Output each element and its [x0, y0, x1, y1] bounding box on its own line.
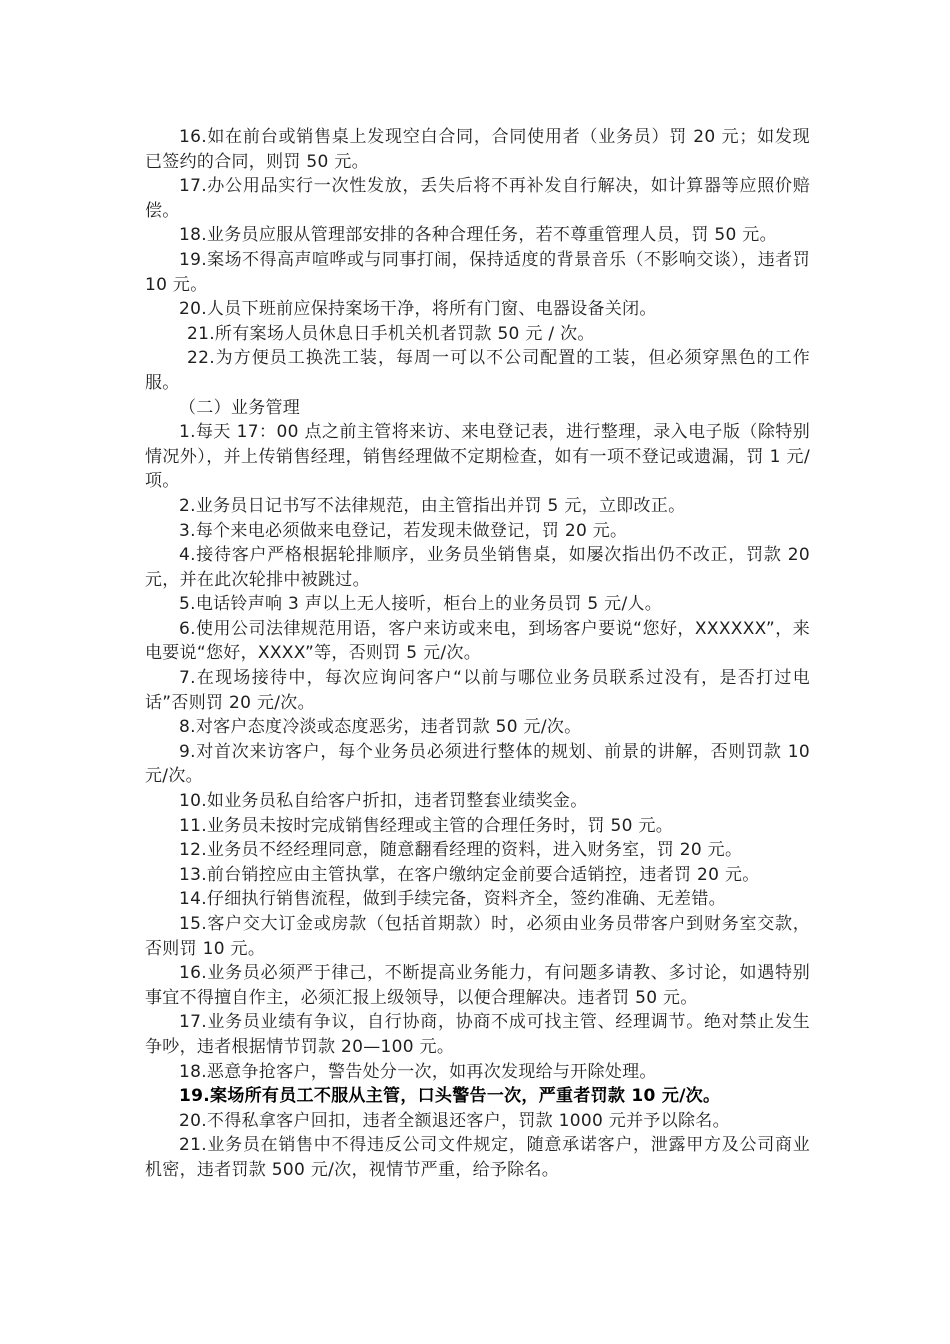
rule-paragraph: 5.电话铃声响 3 声以上无人接听，柜台上的业务员罚 5 元/人。 — [179, 594, 663, 615]
rule-paragraph: 18.业务员应服从管理部安排的各种合理任务，若不尊重管理人员，罚 50 元。 — [179, 225, 777, 246]
rule-paragraph: 21.所有案场人员休息日手机关机者罚款 50 元 / 次。 — [187, 323, 595, 344]
rule-paragraph: 16.如在前台或销售桌上发现空白合同，合同使用者（业务员）罚 20 元；如发现已签约的合同，则罚 50 元。 — [145, 127, 810, 172]
rule-paragraph: 20.人员下班前应保持案场干净，将所有门窗、电器设备关闭。 — [179, 299, 657, 320]
rule-paragraph: 3.每个来电必须做来电登记，若发现未做登记，罚 20 元。 — [179, 520, 628, 541]
rule-paragraph: 20.不得私拿客户回扣，违者全额退还客户，罚款 1000 元并予以除名。 — [179, 1110, 730, 1131]
rule-paragraph: 13.前台销控应由主管执掌，在客户缴纳定金前要合适销控，违者罚 20 元。 — [179, 864, 760, 885]
rule-paragraph: 1.每天 17：00 点之前主管将来访、来电登记表，进行整理，录入电子版（除特别情况外），并上传销售经理，销售经理做不定期检查，如有一项不登记或遗漏，罚 1 元/项。 — [145, 422, 810, 492]
rule-paragraph: 16.业务员必须严于律己，不断提高业务能力，有问题多请教、多讨论，如遇特别事宜不得擅自作主，必须汇报上级领导，以便合理解决。违者罚 50 元。 — [145, 963, 810, 1008]
rule-paragraph: 19.案场不得高声喧哗或与同事打闹，保持适度的背景音乐（不影响交谈），违者罚 10 元。 — [145, 249, 810, 295]
rule-paragraph: 21.业务员在销售中不得违反公司文件规定，随意承诺客户，泄露甲方及公司商业机密，违者罚款 500 元/次，视情节严重，给予除名。 — [145, 1135, 810, 1180]
rule-paragraph: 8.对客户态度冷淡或态度恶劣，违者罚款 50 元/次。 — [179, 717, 582, 738]
rule-paragraph: 14.仔细执行销售流程，做到手续完备，资料齐全，签约准确、无差错。 — [179, 889, 726, 910]
rule-paragraph: 11.业务员未按时完成销售经理或主管的合理任务时，罚 50 元。 — [179, 815, 674, 836]
rule-paragraph: 17.办公用品实行一次性发放，丢失后将不再补发自行解决，如计算器等应照价赔偿。 — [145, 176, 810, 221]
rule-paragraph: 12.业务员不经经理同意，随意翻看经理的资料，进入财务室，罚 20 元。 — [179, 840, 743, 861]
rule-paragraph: 15.客户交大订金或房款（包括首期款）时，必须由业务员带客户到财务室交款，否则罚 10 元。 — [145, 914, 810, 959]
rule-paragraph: 7.在现场接待中，每次应询问客户“以前与哪位业务员联系过没有，是否打过电话”否则罚 20 元/次。 — [145, 668, 810, 713]
rule-paragraph: 4.接待客户严格根据轮排顺序，业务员坐销售桌，如屡次指出仍不改正，罚款 20 元，并在此次轮排中被跳过。 — [145, 545, 810, 590]
rule-paragraph: 9.对首次来访客户，每个业务员必须进行整体的规划、前景的讲解，否则罚款 10 元/次。 — [145, 741, 810, 787]
section-heading: （二）业务管理 — [179, 397, 301, 418]
rule-paragraph: 17.业务员业绩有争议，自行协商，协商不成可找主管、经理调节。绝对禁止发生争吵，违者根据情节罚款 20—100 元。 — [145, 1012, 810, 1057]
rule-paragraph: 18.恶意争抢客户，警告处分一次，如再次发现给与开除处理。 — [179, 1061, 657, 1082]
rule-paragraph: 6.使用公司法律规范用语，客户来访或来电，到场客户要说“您好，XXXXXX”，来电要说“您好，XXXX”等，否则罚 5 元/次。 — [145, 618, 810, 664]
rule-paragraph: 10.如业务员私自给客户折扣，违者罚整套业绩奖金。 — [179, 791, 588, 812]
rule-paragraph: 22.为方便员工换洗工装，每周一可以不公司配置的工装，但必须穿黑色的工作服。 — [145, 348, 810, 393]
rule-paragraph: 2.业务员日记书写不法律规范，由主管指出并罚 5 元，立即改正。 — [179, 495, 686, 516]
document-body — [145, 125, 810, 1183]
rule-paragraph-emphasized: 19.案场所有员工不服从主管，口头警告一次，严重者罚款 10 元/次。 — [179, 1086, 721, 1107]
